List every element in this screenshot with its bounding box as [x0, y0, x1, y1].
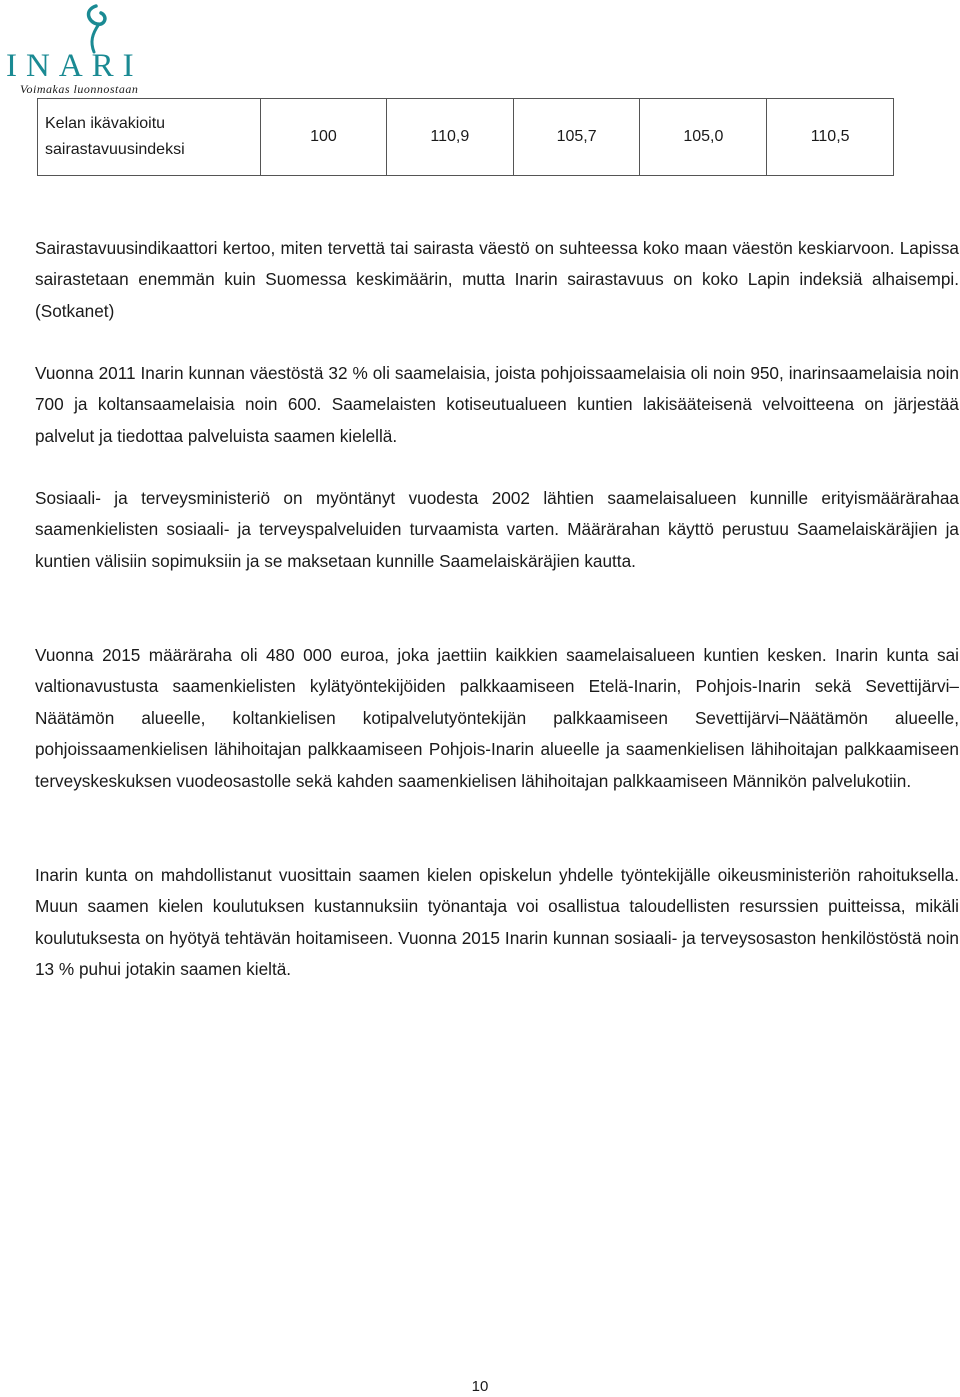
logo-wordmark: INARI [6, 48, 143, 84]
paragraph-sickness-indicator: Sairastavuusindikaattori kertoo, miten tervettä tai sairasta väestö on suhteessa koko maan väestön keskiarvoon. Lapissa sairastetaan enemmän kuin Suomessa keskimäärin, mutta Inarin sairastavuus on koko Lapin indeksiä alhaisempi. (Sotkanet) [35, 238, 959, 321]
paragraph-sami-population: Vuonna 2011 Inarin kunnan väestöstä 32 % oli saamelaisia, joista pohjoissaamelaisia oli noin 950, inarinsaamelaisia noin 700 ja koltansaamelaisia noin 600. Saamelaisten kotiseutualueen kuntien lakisääteisenä velvoitteena on järjestää palvelut ja tiedottaa palveluista saamen kielellä. [35, 363, 959, 446]
table-cell: 105,0 [640, 99, 767, 176]
table-row-label: Kelan ikävakioitu sairastavuusindeksi [38, 99, 261, 176]
table-cell: 110,5 [767, 99, 894, 176]
table-row [38, 99, 894, 176]
table-cell: 105,7 [513, 99, 640, 176]
logo-slogan: Voimakas luonnostaan [20, 82, 139, 96]
table-cell: 100 [260, 99, 386, 176]
paragraph-language-training: Inarin kunta on mahdollistanut vuosittain saamen kielen opiskelun yhdelle työntekijälle oikeusministeriön rahoituksella. Muun saamen kielen koulutuksen kustannuksiin työnantaja voi osallistua taloudellisten resurssien puitteissa, mikäli koulutuksesta on hyötyä tehtävän hoitamiseen. Vuonna 2015 Inarin kunnan sosiaali- ja terveysosaston henkilöstöstä noin 13 % puhui jotakin saamen kieltä. [35, 865, 959, 980]
paragraph-2015-allocation: Vuonna 2015 määräraha oli 480 000 euroa, joka jaettiin kaikkien saamelaisalueen kuntien kesken. Inarin kunta sai valtionavustusta saamenkielisten kylätyöntekijöiden palkkaamiseen Etelä-Inarin, Pohjois-Inarin sekä Sevettijärvi–Näätämön alueelle, koltankielisen kotipalvelutyöntekijän palkkaamiseen Sevettijärvi–Näätämön alueelle, pohjoissaamenkielisen lähihoitajan palkkaamiseen Pohjois-Inarin alueelle ja saamenkielisen lähihoitajan palkkaamiseen terveyskeskuksen vuodeosastolle sekä kahden saamenkielisen lähihoitajan palkkaamiseen Männikön palvelukotiin. [35, 645, 959, 791]
inari-logo [4, 0, 174, 98]
page-number: 10 [471, 1378, 489, 1395]
sickness-index-table [37, 98, 894, 176]
table-cell: 110,9 [387, 99, 514, 176]
paragraph-ministry-funding: Sosiaali- ja terveysministeriö on myöntänyt vuodesta 2002 lähtien saamelaisalueen kunnille erityismäärärahaa saamenkielisten sosiaali- ja terveyspalveluiden turvaamista varten. Määrärahan käyttö perustuu Saamelaiskäräjien ja kuntien välisiin sopimuksiin ja se maksetaan kunnille Saamelaiskäräjien kautta. [35, 488, 959, 571]
